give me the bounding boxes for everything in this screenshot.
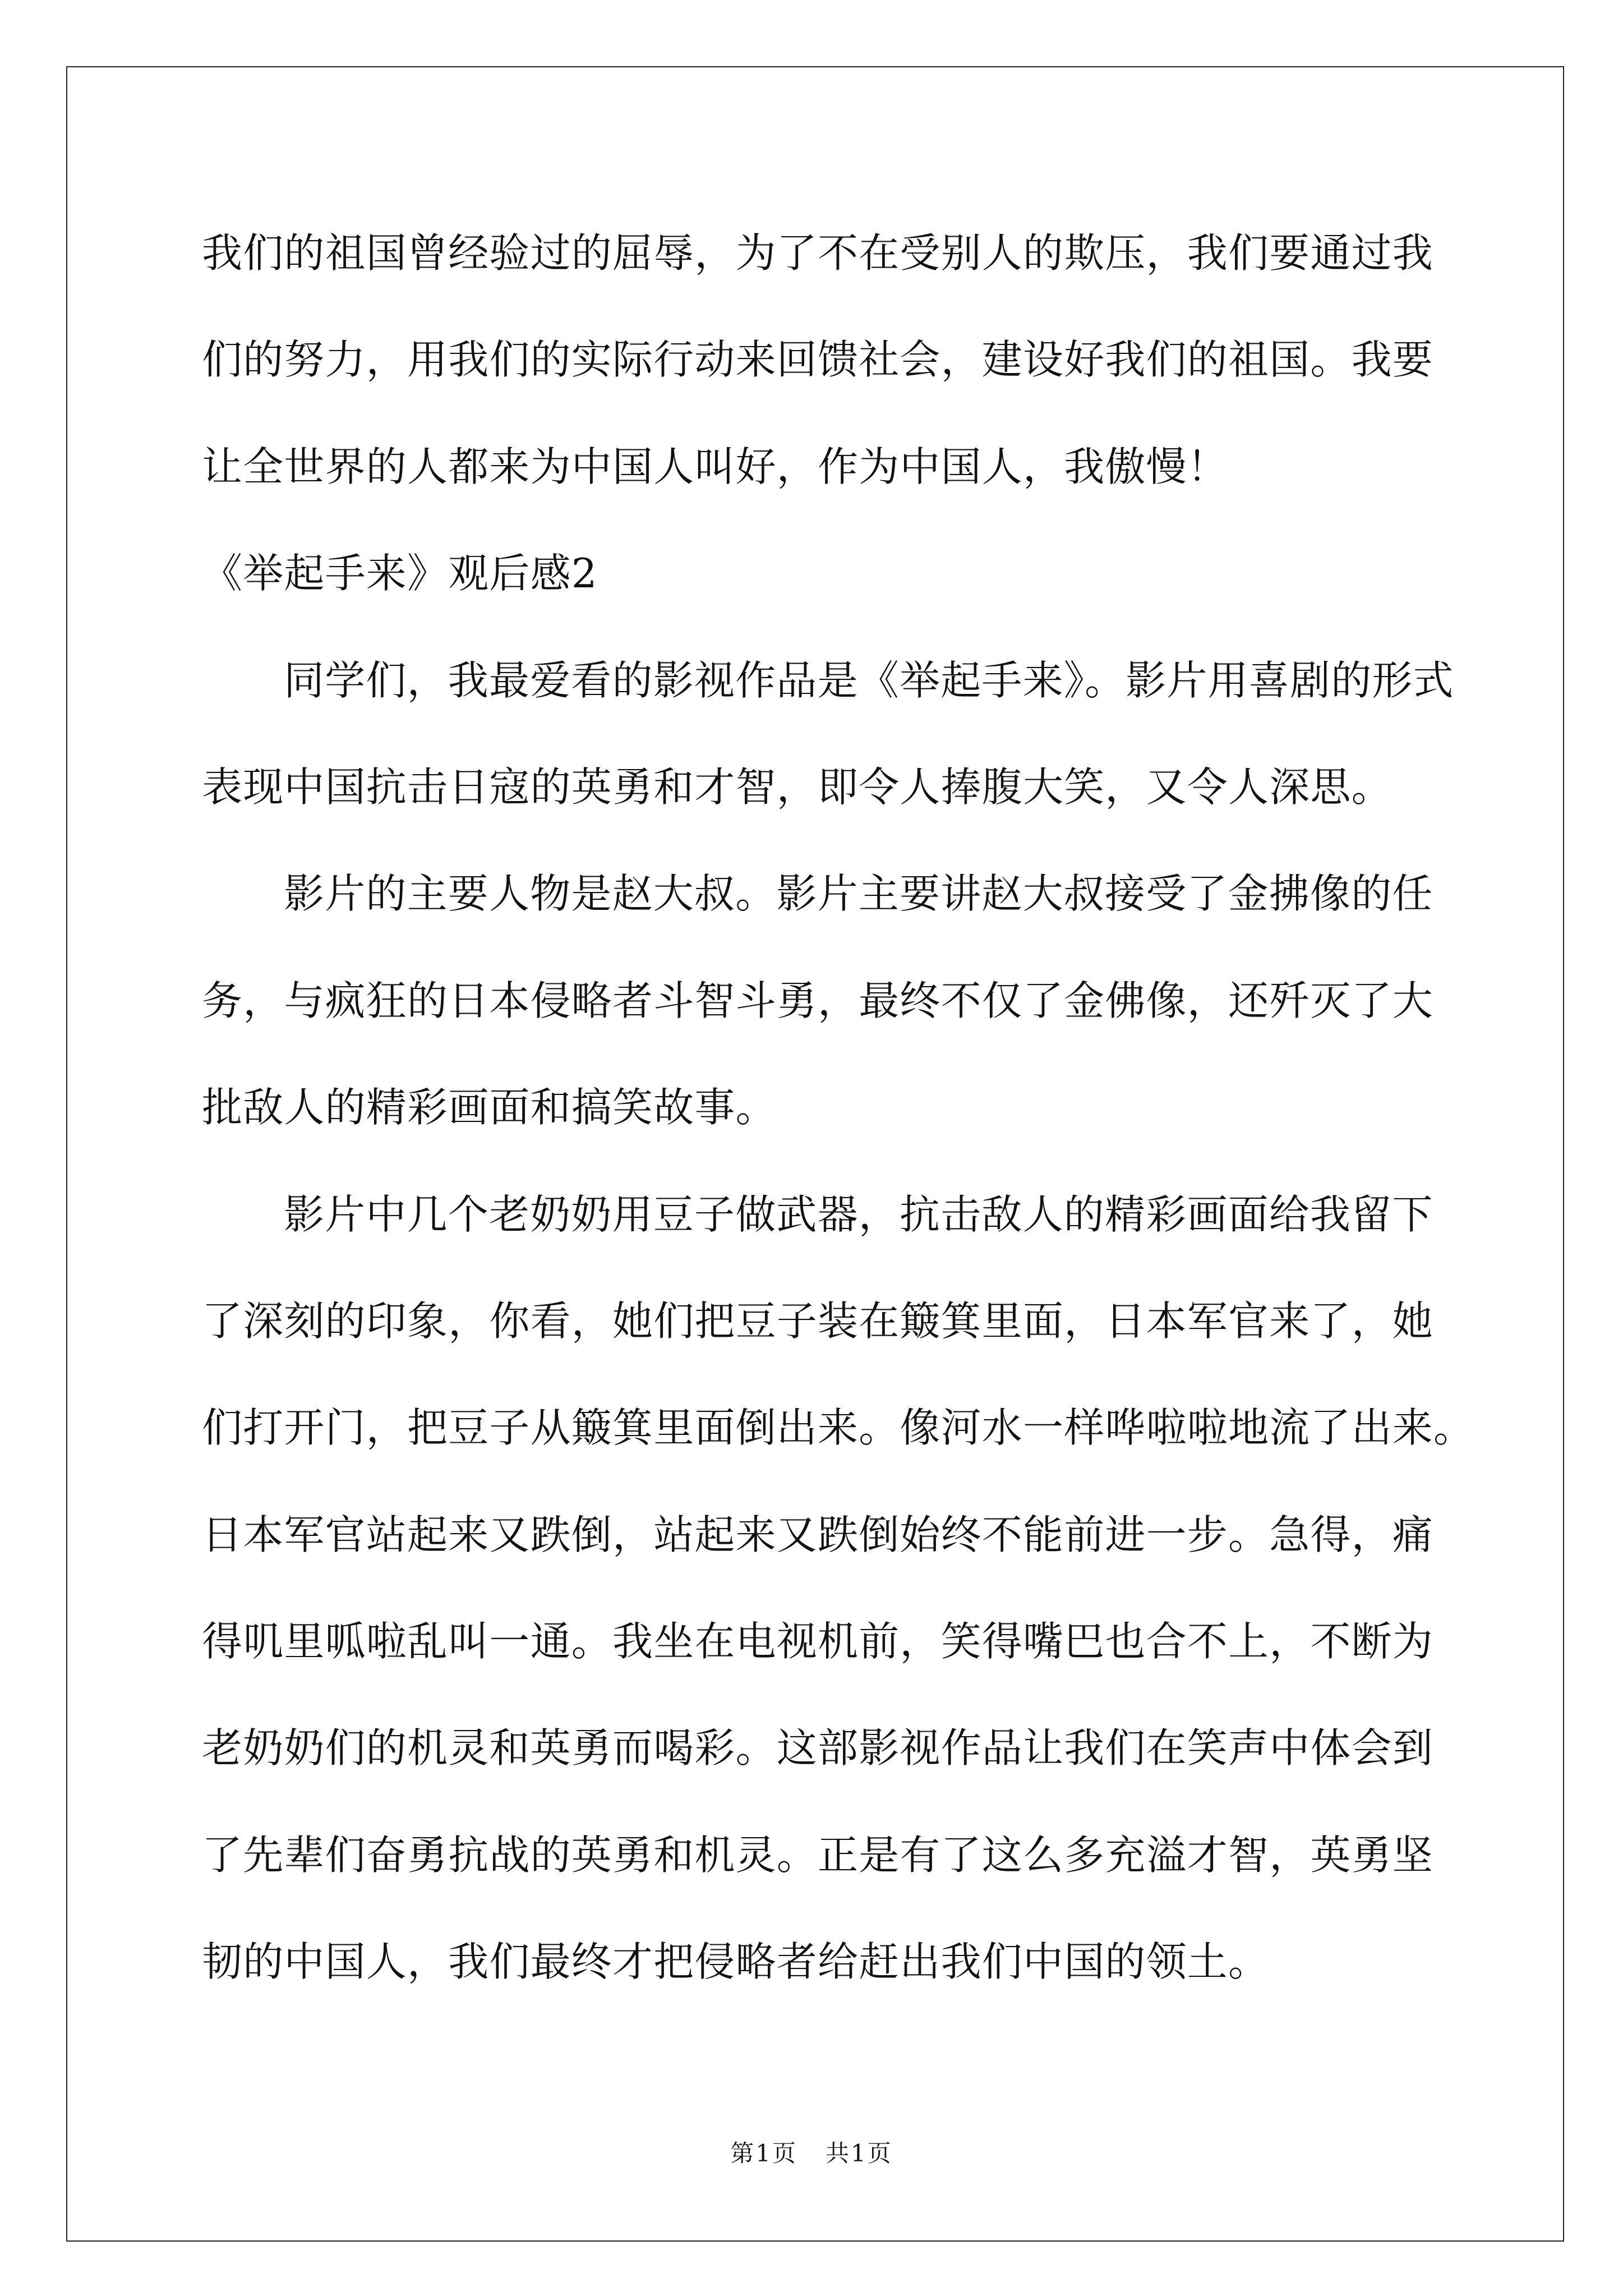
text-line: 得叽里呱啦乱叫一通。我坐在电视机前，笑得嘴巴也合不上，不断为 <box>202 1618 1434 1665</box>
text-line: 们的努力，用我们的实际行动来回馈社会，建设好我们的祖国。我要 <box>202 336 1434 384</box>
text-line: 影片中几个老奶奶用豆子做武器，抗击敌人的精彩画面给我留下 <box>284 1190 1433 1238</box>
text-line: 了先辈们奋勇抗战的英勇和机灵。正是有了这么多充溢才智，英勇坚 <box>202 1831 1434 1879</box>
page-footer <box>0 2140 1623 2167</box>
continued-paragraph <box>202 200 1548 520</box>
text-line: 同学们，我最爱看的影视作品是《举起手来》。影片用喜剧的形式 <box>284 656 1454 704</box>
paragraph <box>202 627 1548 841</box>
text-line: 们打开门，把豆子从簸箕里面倒出来。像河水一样哗啦啦地流了出来。 <box>202 1404 1475 1452</box>
text-line: 我们的祖国曾经验过的屈辱，为了不在受别人的欺压，我们要通过我 <box>202 229 1434 277</box>
paragraph <box>202 840 1548 1161</box>
text-line: 韧的中国人，我们最终才把侵略者给赶出我们中国的领土。 <box>202 1938 1270 1986</box>
text-line: 务，与疯狂的日本侵略者斗智斗勇，最终不仅了金佛像，还歼灭了大 <box>202 977 1434 1024</box>
document-body <box>202 200 1548 2016</box>
text-line: 日本军官站起来又跌倒，站起来又跌倒始终不能前进一步。急得，痛 <box>202 1511 1434 1558</box>
page-total: 共1页 <box>826 2139 893 2167</box>
section-heading: 《举起手来》观后感2 <box>202 550 598 597</box>
paragraph <box>202 1161 1548 2016</box>
text-line: 了深刻的印象，你看，她们把豆子装在簸箕里面，日本军官来了，她 <box>202 1297 1434 1345</box>
text-line: 影片的主要人物是赵大叔。影片主要讲赵大叔接受了金拂像的任 <box>284 870 1433 918</box>
text-line: 让全世界的人都来为中国人叫好，作为中国人，我傲慢！ <box>202 443 1229 490</box>
text-line: 表现中国抗击日寇的英勇和才智，即令人捧腹大笑，又令人深思。 <box>202 763 1393 811</box>
text-line: 批敌人的精彩画面和搞笑故事。 <box>202 1084 777 1131</box>
page-number: 第1页 <box>730 2139 797 2167</box>
text-line: 老奶奶们的机灵和英勇而喝彩。这部影视作品让我们在笑声中体会到 <box>202 1724 1434 1772</box>
